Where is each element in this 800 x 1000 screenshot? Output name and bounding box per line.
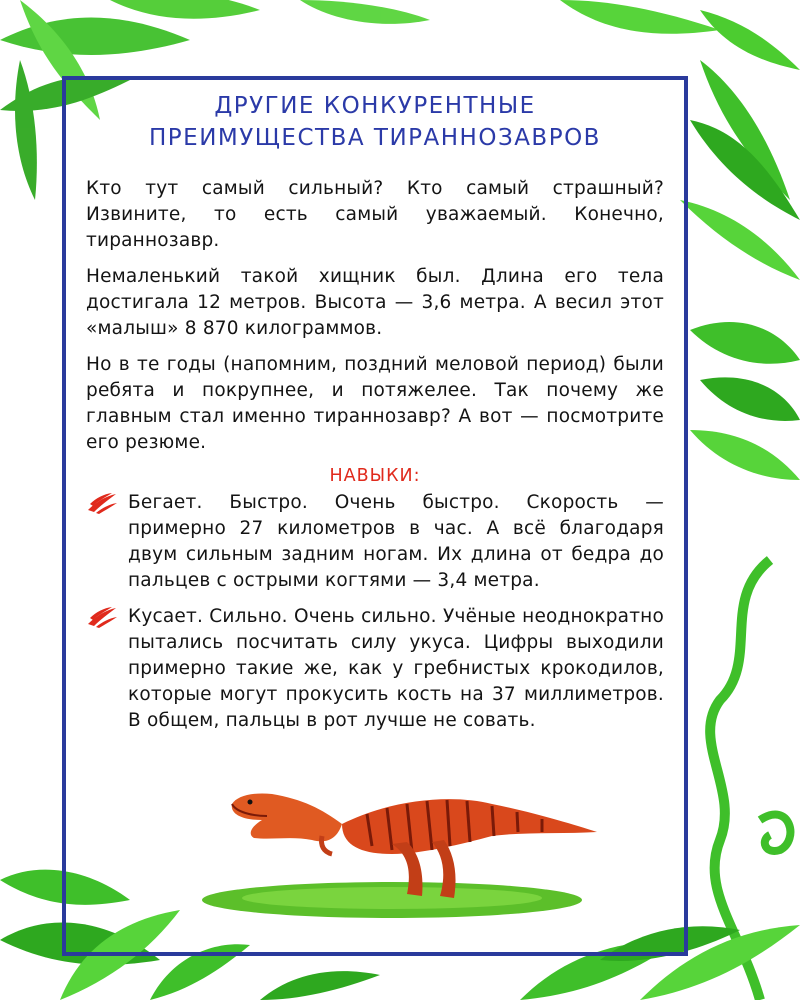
skill-running-text: Бегает. Быстро. Очень быстро. Скорость — примерно 27 километров в час. А всё благодаря двум сильным задним ногам. Их длина от бедра до пальцев с острыми когтями — 3,4 метра. (128, 492, 664, 591)
paragraph-size: Немаленький такой хищник был. Длина его тела достигала 12 метров. Высота — 3,6 метра. А весил этот «малыш» 8 870 килограммов. (86, 266, 664, 339)
skills-heading: НАВЫКИ: (329, 466, 421, 486)
skill-biting-text: Кусает. Сильно. Очень сильно. Учёные неоднократно пытались посчитать силу укуса. Цифры выходили примерно такие же, как у гребнистых крокодилов, которые могут прокусить кость на 37 миллиметров. В общем, пальцы в рот лучше не совать. (128, 606, 664, 731)
page-content (86, 90, 664, 744)
title-line-2: ПРЕИМУЩЕСТВА ТИРАННОЗАВРОВ (149, 125, 601, 151)
skill-item (86, 490, 664, 594)
page-title (86, 90, 664, 154)
paragraph-intro: Кто тут самый сильный? Кто самый страшный? Извините, то есть самый уважаемый. Конечно, тираннозавр. (86, 178, 664, 251)
claw-mark-icon (86, 492, 118, 514)
tyrannosaurus-illustration (192, 754, 602, 922)
claw-mark-icon (86, 606, 118, 628)
skill-item (86, 604, 664, 734)
paragraph-resume: Но в те годы (напомним, поздний меловой период) были ребята и покрупнее, и потяжелее. Так почему же главным стал именно тираннозавр? А вот — посмотрите его резюме. (86, 354, 664, 453)
title-line-1: ДРУГИЕ КОНКУРЕНТНЫЕ (214, 93, 536, 119)
